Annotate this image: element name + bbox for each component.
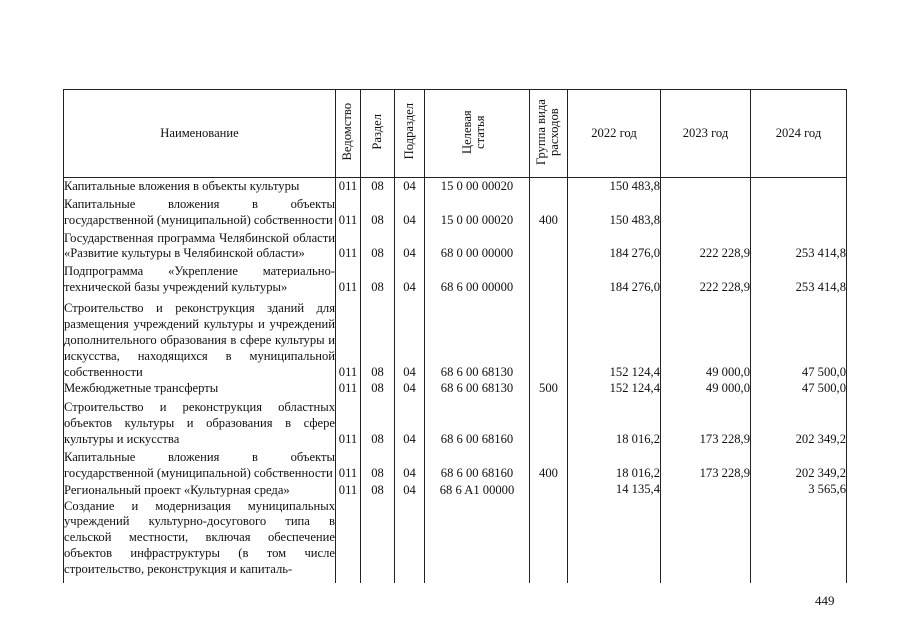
row-target-article <box>425 499 530 583</box>
page-number: 449 <box>815 593 835 608</box>
row-2023 <box>661 178 751 195</box>
header-subsection: Подраздел <box>395 90 425 178</box>
row-expense-group <box>530 178 568 195</box>
row-section: 08 <box>361 195 395 229</box>
row-target-article: 15 0 00 00020 <box>425 178 530 195</box>
row-subsection: 04 <box>395 229 425 263</box>
row-name: Капитальные вложения в объекты государственной (муниципальной) собственности <box>64 196 335 227</box>
row-expense-group <box>530 229 568 263</box>
row-expense-group <box>530 262 568 296</box>
header-department: Ведомство <box>336 90 361 178</box>
row-target-article: 68 6 00 68130 <box>425 296 530 380</box>
row-subsection: 04 <box>395 380 425 397</box>
row-subsection: 04 <box>395 262 425 296</box>
row-2023: 49 000,0 <box>661 296 751 380</box>
row-subsection: 04 <box>395 195 425 229</box>
row-target-article: 15 0 00 00020 <box>425 195 530 229</box>
table-row <box>64 397 847 448</box>
row-name: Капитальные вложения в объекты государственной (муниципальной) собственности <box>64 449 335 480</box>
row-2024: 202 349,2 <box>751 448 847 482</box>
row-2023 <box>661 482 751 499</box>
row-department: 011 <box>336 229 361 263</box>
row-subsection <box>395 499 425 583</box>
row-expense-group: 500 <box>530 380 568 397</box>
row-department: 011 <box>336 448 361 482</box>
header-target-article: Целевая статья <box>425 90 530 178</box>
table-row <box>64 380 847 397</box>
header-name: Наименование <box>64 90 336 178</box>
row-department: 011 <box>336 380 361 397</box>
row-section: 08 <box>361 229 395 263</box>
table-row <box>64 499 847 583</box>
row-section <box>361 499 395 583</box>
row-2024: 202 349,2 <box>751 397 847 448</box>
table-row <box>64 482 847 499</box>
row-department: 011 <box>336 296 361 380</box>
budget-table <box>63 89 847 583</box>
row-target-article: 68 6 00 68130 <box>425 380 530 397</box>
row-department <box>336 499 361 583</box>
row-name: Создание и модернизация муниципальных учреждений культурно-досугового типа в сельской местности, включая обеспечение объектов инфраструктуры (в том числе строительство, реконструкция и капиталь- <box>64 499 336 583</box>
row-department: 011 <box>336 195 361 229</box>
row-2024: 47 500,0 <box>751 296 847 380</box>
row-2024: 253 414,8 <box>751 262 847 296</box>
table-row <box>64 195 847 229</box>
row-2022: 152 124,4 <box>568 296 661 380</box>
row-subsection: 04 <box>395 448 425 482</box>
header-2024: 2024 год <box>751 90 847 178</box>
row-2024 <box>751 178 847 195</box>
row-target-article: 68 6 00 68160 <box>425 448 530 482</box>
row-expense-group <box>530 397 568 448</box>
row-2022: 18 016,2 <box>568 448 661 482</box>
row-expense-group <box>530 499 568 583</box>
row-name: Капитальные вложения в объекты культуры <box>64 178 336 195</box>
row-2023: 173 228,9 <box>661 397 751 448</box>
row-section: 08 <box>361 482 395 499</box>
row-2022: 184 276,0 <box>568 229 661 263</box>
row-expense-group: 400 <box>530 195 568 229</box>
row-2024 <box>751 499 847 583</box>
row-2022: 152 124,4 <box>568 380 661 397</box>
row-department: 011 <box>336 482 361 499</box>
row-target-article: 68 6 00 00000 <box>425 262 530 296</box>
row-2022: 184 276,0 <box>568 262 661 296</box>
table-row <box>64 229 847 263</box>
row-expense-group <box>530 482 568 499</box>
row-section: 08 <box>361 296 395 380</box>
table-row <box>64 178 847 195</box>
header-expense-group: Группа вида расходов <box>530 90 568 178</box>
row-name: Межбюджетные трансферты <box>64 380 336 397</box>
row-expense-group: 400 <box>530 448 568 482</box>
row-name: Строительство и реконструкция областных объектов культуры и образования в сфере культуры и искусства <box>64 397 336 448</box>
row-expense-group <box>530 296 568 380</box>
row-2024 <box>751 195 847 229</box>
header-2023: 2023 год <box>661 90 751 178</box>
row-target-article: 68 6 00 68160 <box>425 397 530 448</box>
row-section: 08 <box>361 178 395 195</box>
row-name: Подпрограмма «Укрепление материально-технической базы учреждений культуры» <box>64 264 335 295</box>
row-subsection: 04 <box>395 178 425 195</box>
row-2022: 18 016,2 <box>568 397 661 448</box>
row-name: Региональный проект «Культурная среда» <box>64 482 336 499</box>
row-2024: 47 500,0 <box>751 380 847 397</box>
header-row <box>64 90 847 178</box>
row-2022: 150 483,8 <box>568 195 661 229</box>
row-section: 08 <box>361 448 395 482</box>
header-section: Раздел <box>361 90 395 178</box>
row-section: 08 <box>361 380 395 397</box>
table-row <box>64 262 847 296</box>
row-section: 08 <box>361 397 395 448</box>
row-subsection: 04 <box>395 296 425 380</box>
row-2023 <box>661 499 751 583</box>
row-2022: 150 483,8 <box>568 178 661 195</box>
row-2023 <box>661 195 751 229</box>
row-2022: 14 135,4 <box>568 482 661 499</box>
row-target-article: 68 6 A1 00000 <box>425 482 530 499</box>
row-2024: 253 414,8 <box>751 229 847 263</box>
row-2023: 222 228,9 <box>661 229 751 263</box>
row-department: 011 <box>336 397 361 448</box>
row-2023: 173 228,9 <box>661 448 751 482</box>
row-2023: 49 000,0 <box>661 380 751 397</box>
table-row <box>64 296 847 380</box>
row-2024: 3 565,6 <box>751 482 847 499</box>
row-subsection: 04 <box>395 482 425 499</box>
row-section: 08 <box>361 262 395 296</box>
row-target-article: 68 0 00 00000 <box>425 229 530 263</box>
table-row <box>64 448 847 482</box>
row-2023: 222 228,9 <box>661 262 751 296</box>
row-name: Строительство и реконструкция зданий для размещения учреждений культуры и учреждений дополнительного образования в сфере культуры и искусства, находящихся в муниципальной собственности <box>64 296 336 380</box>
header-2022: 2022 год <box>568 90 661 178</box>
row-department: 011 <box>336 262 361 296</box>
row-name: Государственная программа Челябинской области «Развитие культуры в Челябинской области» <box>64 230 335 261</box>
row-subsection: 04 <box>395 397 425 448</box>
row-department: 011 <box>336 178 361 195</box>
row-2022 <box>568 499 661 583</box>
